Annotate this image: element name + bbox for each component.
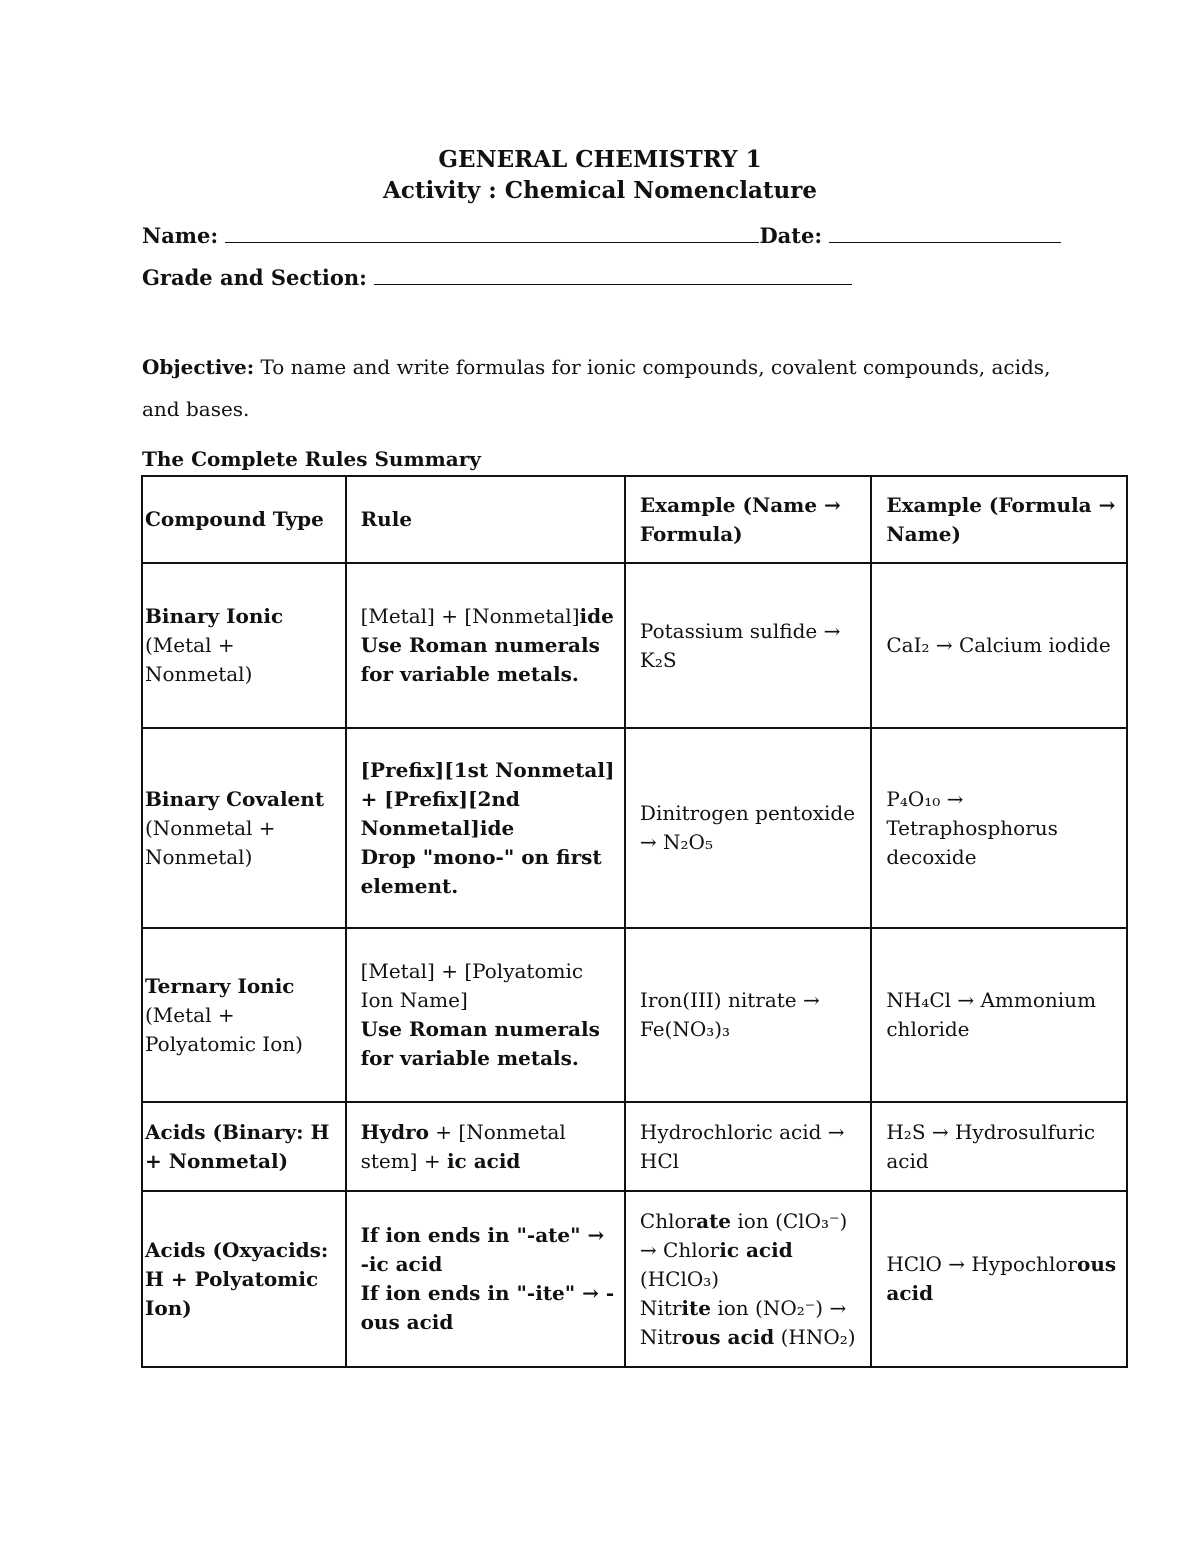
- example-formula-to-name: [871, 1191, 1127, 1367]
- grade-section-blank[interactable]: [374, 264, 852, 285]
- activity-title: Activity : Chemical Nomenclature: [383, 177, 817, 204]
- objective: [142, 346, 1072, 430]
- rule-cell: [346, 1102, 625, 1191]
- table-row: [142, 563, 1127, 728]
- example-text: Chlor: [639, 1208, 697, 1233]
- example-formula-to-name: CaI₂ → Calcium iodide: [871, 563, 1127, 728]
- example-highlight: ite: [681, 1295, 711, 1320]
- example-formula-to-name: P₄O₁₀ → Tetraphosphorus decoxide: [871, 728, 1127, 928]
- example-text: ion (ClO₃⁻) → Chlor: [639, 1208, 848, 1262]
- example-text: (HClO₃): [639, 1266, 720, 1291]
- objective-label: Objective:: [142, 355, 255, 379]
- example-highlight: ous acid: [681, 1324, 775, 1349]
- example-name-to-formula: Dinitrogen pentoxide → N₂O₅: [625, 728, 871, 928]
- rule-text: [Prefix][1st Nonmetal] + [Prefix][2nd Nonmetal]ide: [360, 757, 615, 840]
- rule-cell: [346, 563, 625, 728]
- example-text: Nitr: [639, 1295, 682, 1320]
- table-header-row: [142, 476, 1127, 563]
- rule-cell: [346, 1191, 625, 1367]
- header-cell: Compound Type: [142, 476, 346, 563]
- rule-cell: [346, 728, 625, 928]
- example-highlight: ous acid: [886, 1252, 1117, 1305]
- compound-type-name: Acids (Oxyacids: H + Polyatomic Ion): [142, 1191, 346, 1367]
- compound-type-desc: (Nonmetal + Nonmetal): [145, 815, 276, 869]
- example-highlight: ic acid: [719, 1237, 793, 1262]
- rule-line: If ion ends in "-ite" → -ous acid: [360, 1281, 615, 1334]
- rule-text: [Metal] + [Nonmetal]: [360, 604, 580, 628]
- table-row: [142, 1102, 1127, 1191]
- rules-table: [141, 475, 1128, 1368]
- rule-suffix: ic acid: [446, 1148, 521, 1173]
- example-name-to-formula: Hydrochloric acid → HCl: [625, 1102, 871, 1191]
- grade-section-line: [142, 264, 852, 290]
- compound-type-desc: (Metal + Polyatomic Ion): [145, 1002, 303, 1056]
- table-row: [142, 1191, 1127, 1367]
- rule-suffix: ide: [579, 604, 614, 628]
- example-formula-to-name: H₂S → Hydrosulfuric acid: [871, 1102, 1127, 1191]
- example-name-to-formula: Potassium sulfide → K₂S: [625, 563, 871, 728]
- example-name-to-formula: [625, 1191, 871, 1367]
- compound-type-cell: [142, 928, 346, 1102]
- table-row: [142, 928, 1127, 1102]
- example-highlight: ate: [696, 1208, 732, 1233]
- objective-text: To name and write formulas for ionic compounds, covalent compounds, acids, and bases.: [142, 355, 1051, 421]
- rules-summary-title: The Complete Rules Summary: [142, 447, 481, 471]
- course-title: GENERAL CHEMISTRY 1: [438, 146, 762, 173]
- name-blank[interactable]: [225, 222, 759, 243]
- rule-text: [Metal] + [Polyatomic Ion Name]: [360, 959, 584, 1012]
- rule-note: Use Roman numerals for variable metals.: [360, 633, 600, 686]
- rule-note: Drop "mono-" on first element.: [360, 844, 602, 898]
- compound-type-name: Ternary Ionic: [145, 973, 295, 998]
- example-name-to-formula: Iron(III) nitrate → Fe(NO₃)₃: [625, 928, 871, 1102]
- compound-type-desc: (Metal + Nonmetal): [145, 633, 253, 686]
- rule-line: If ion ends in "-ate" → -ic acid: [360, 1223, 605, 1276]
- date-label: Date:: [759, 223, 823, 248]
- example-text: ion (NO₂⁻) → Nitr: [639, 1295, 847, 1349]
- example-text: (HNO₂): [774, 1324, 856, 1349]
- name-label: Name:: [142, 223, 219, 248]
- example-text: HClO → Hypochlor: [886, 1252, 1078, 1276]
- header-cell: Rule: [346, 476, 625, 563]
- rule-note: Use Roman numerals for variable metals.: [360, 1017, 600, 1070]
- rule-cell: [346, 928, 625, 1102]
- name-date-line: [142, 222, 1061, 248]
- header-cell: Example (Name → Formula): [625, 476, 871, 563]
- table-row: [142, 728, 1127, 928]
- compound-type-cell: [142, 728, 346, 928]
- header-cell: Example (Formula → Name): [871, 476, 1127, 563]
- rule-text: + [Nonmetal stem] +: [360, 1119, 566, 1173]
- compound-type-name: Binary Ionic: [145, 604, 284, 628]
- compound-type-name: Acids (Binary: H + Nonmetal): [142, 1102, 346, 1191]
- example-formula-to-name: NH₄Cl → Ammonium chloride: [871, 928, 1127, 1102]
- grade-section-label: Grade and Section:: [142, 265, 367, 290]
- date-blank[interactable]: [829, 222, 1061, 243]
- compound-type-cell: [142, 563, 346, 728]
- compound-type-name: Binary Covalent: [145, 786, 325, 811]
- rule-hydro: Hydro: [360, 1119, 429, 1144]
